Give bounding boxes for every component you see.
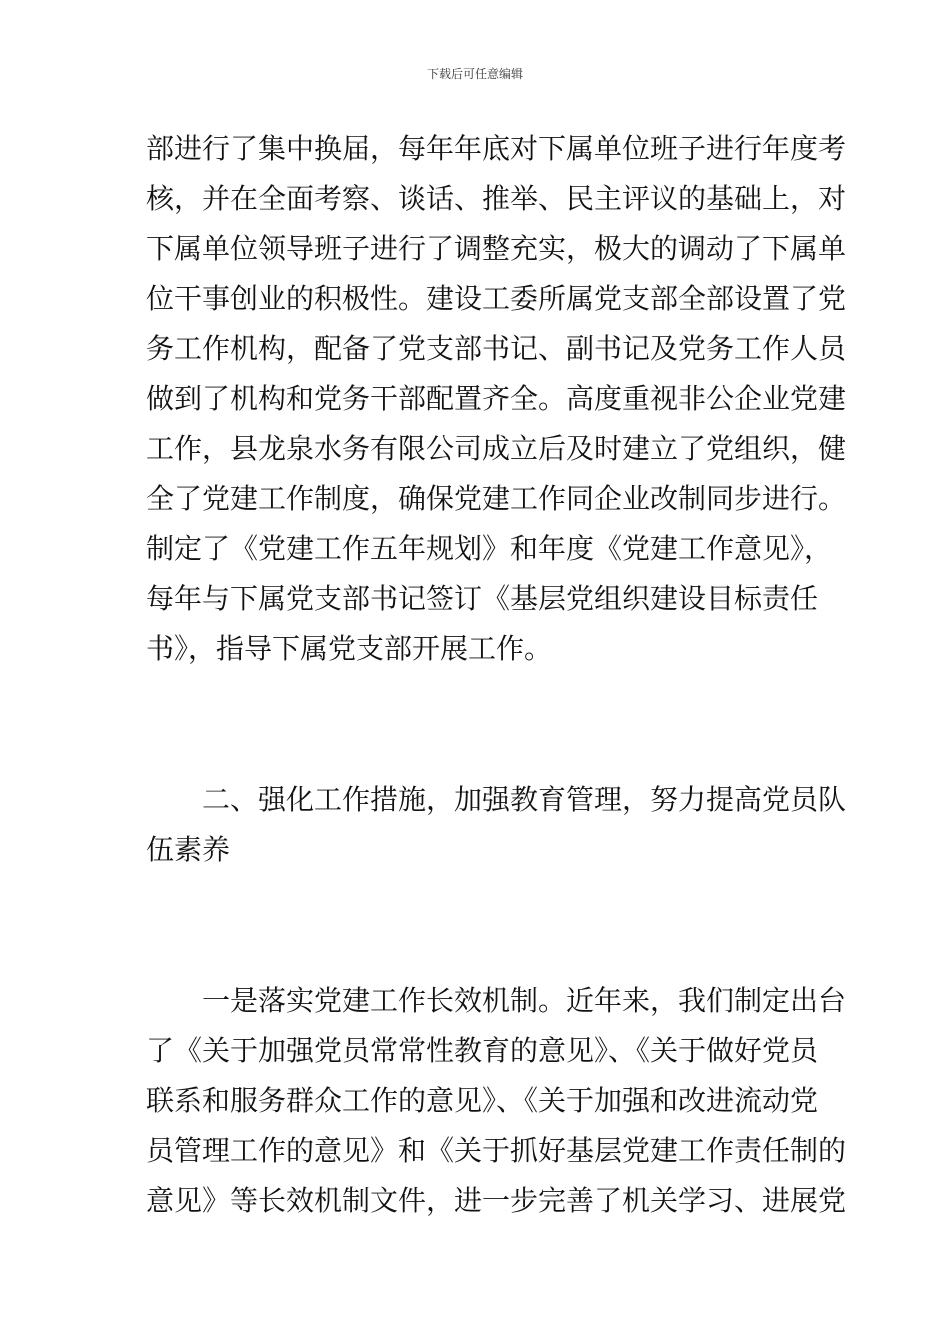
text-line: 一是落实党建工作长效机制。近年来，我们制定出台 [202,984,847,1017]
text-line: 工作，县龙泉水务有限公司成立后及时建立了党组织，健 [146,432,847,465]
text-line: 核，并在全面考察、谈话、推举、民主评议的基础上，对 [146,182,847,215]
text-line: 员管理工作的意见》和《关于抓好基层党建工作责任制的 [146,1134,847,1167]
text-line: 二、强化工作措施，加强教育管理，努力提高党员队 [202,783,847,816]
text-line: 部进行了集中换届，每年年底对下属单位班子进行年度考 [146,132,847,165]
text-line: 下属单位领导班子进行了调整充实，极大的调动了下属单 [146,232,847,265]
text-line: 全了党建工作制度，确保党建工作同企业改制同步进行。 [146,482,847,515]
text-line: 做到了机构和党务干部配置齐全。高度重视非公企业党建 [146,382,847,415]
text-line: 务工作机构，配备了党支部书记、副书记及党务工作人员 [146,332,847,365]
text-line: 了《关于加强党员常常性教育的意见》、《关于做好党员 [146,1034,819,1067]
text-line: 联系和服务群众工作的意见》、《关于加强和改进流动党 [146,1084,819,1117]
text-line: 制定了《党建工作五年规划》和年度《党建工作意见》， [146,532,833,565]
text-line: 伍素养 [146,833,231,866]
text-line: 意见》等长效机制文件，进一步完善了机关学习、进展党 [146,1184,847,1217]
text-line: 每年与下属党支部书记签订《基层党组织建设目标责任 [146,582,819,615]
text-line: 位干事创业的积极性。建设工委所属党支部全部设置了党 [146,282,847,315]
text-line: 书》，指导下属党支部开展工作。 [146,632,553,665]
page-header: 下载后可任意编辑 [426,67,523,81]
